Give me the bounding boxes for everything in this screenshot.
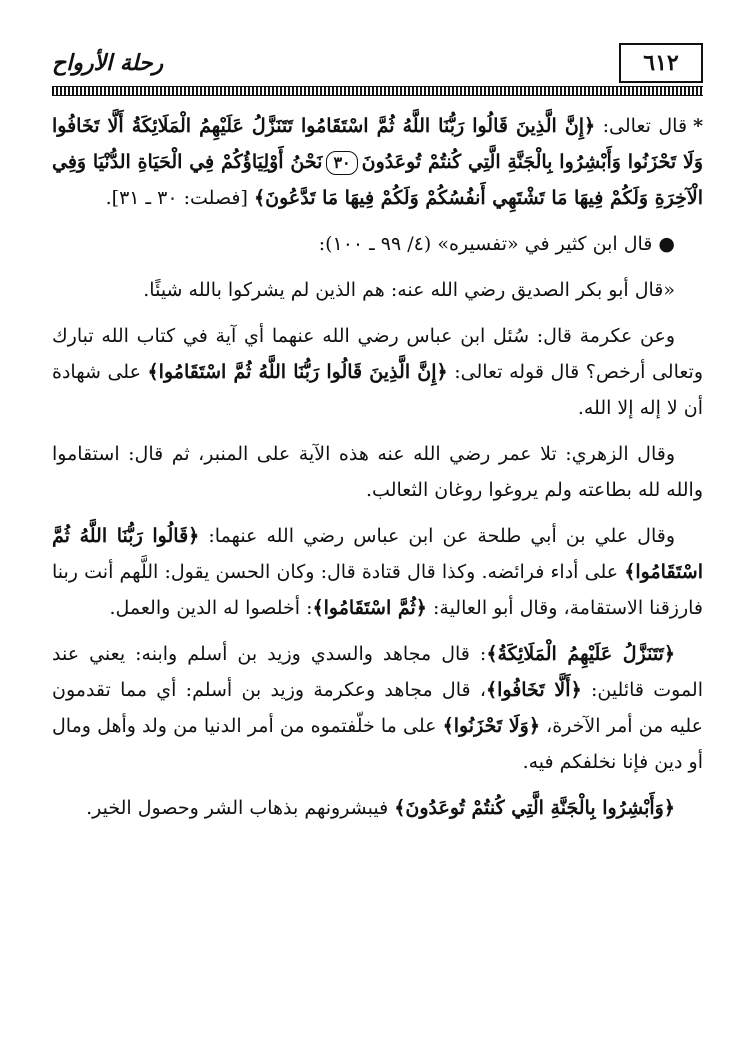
bracket-close: ﴾ xyxy=(624,561,636,583)
paragraph-zuhri xyxy=(52,436,703,508)
header-divider xyxy=(52,86,703,96)
quran-quote: ثُمَّ اسْتَقَامُوا xyxy=(323,597,416,619)
paragraph-angels xyxy=(52,636,703,780)
quran-verse-31: نَحْنُ أَوْلِيَاؤُكُمْ فِي الْحَيَاةِ الدُّنْيَا وَفِي الْآخِرَةِ وَلَكُمْ فِيهَا مَا تَشْتَهِي أَنفُسُكُمْ وَلَكُمْ فِيهَا مَا تَدَّعُونَ xyxy=(52,151,703,209)
paragraph-text: على شهادة أن لا إله إلا الله. xyxy=(52,361,703,419)
paragraph-text: ، قال مجاهد وعكرمة وزيد بن أسلم: أي مما تقدمون عليه من أمر الآخرة، xyxy=(52,679,703,737)
paragraph-ali xyxy=(52,518,703,626)
bracket-open: ﴿ xyxy=(584,115,596,137)
verse-number-marker: ٣٠ xyxy=(326,151,357,175)
quran-verse-30: إِنَّ الَّذِينَ قَالُوا رَبُّنَا اللَّهُ ثُمَّ اسْتَقَامُوا تَتَنَزَّلُ عَلَيْهِمُ الْمَلَائِكَةُ أَلَّا تَخَافُوا وَلَا تَحْزَنُوا وَأَبْشِرُوا بِالْجَنَّةِ الَّتِي كُنتُمْ تُوعَدُونَ xyxy=(52,115,703,173)
book-title: رحلة الأرواح xyxy=(52,50,164,76)
paragraph-text: وعن عكرمة قال: سُئل ابن عباس رضي الله عنهما أي آية في كتاب الله تبارك وتعالى أرخص؟ قال قوله تعالى: xyxy=(52,325,703,383)
paragraph-text: : قال مجاهد والسدي وزيد بن أسلم وابنه: يعني عند الموت قائلين: xyxy=(52,643,704,701)
citation-text: قال ابن كثير في «تفسيره» (٤/ ٩٩ ـ ١٠٠): xyxy=(318,233,653,255)
paragraph-text: وقال الزهري: تلا عمر رضي الله عنه هذه الآية على المنبر، ثم قال: استقاموا والله لله بطاعته ولم يروغوا روغان الثعالب. xyxy=(52,443,703,501)
bracket-open: ﴿ xyxy=(528,715,540,737)
paragraph-text: : أخلصوا له الدين والعمل. xyxy=(109,597,313,619)
paragraph-ibn-kathir xyxy=(52,226,703,262)
bracket-open: ﴿ xyxy=(415,597,427,619)
bracket-open: ﴿ xyxy=(663,643,675,665)
paragraph-verse xyxy=(52,108,703,216)
page-header xyxy=(52,40,703,86)
surah-reference: [فصلت: ٣٠ ـ ٣١]. xyxy=(105,187,248,209)
paragraph-ikrima xyxy=(52,318,703,426)
page-body xyxy=(52,108,703,836)
quran-quote: تَتَنَزَّلُ عَلَيْهِمُ الْمَلَائِكَةُ xyxy=(497,643,664,665)
bracket-close: ﴾ xyxy=(147,361,159,383)
bracket-open: ﴿ xyxy=(570,679,582,701)
bracket-open: ﴿ xyxy=(436,361,448,383)
verse-intro: قال تعالى: xyxy=(595,115,688,137)
paragraph-text: فيبشرونهم بذهاب الشر وحصول الخير. xyxy=(86,797,395,819)
paragraph-abu-bakr xyxy=(52,272,703,308)
paragraph-glad-tidings xyxy=(52,790,703,826)
paragraph-text: على أداء فرائضه. وكذا قال قتادة قال: وكان الحسن يقول: اللَّهم أنت ربنا فارزقنا الاستقامة، وقال أبو العالية: xyxy=(52,561,703,619)
dot-bullet-icon: ● xyxy=(658,233,675,255)
quran-quote: إِنَّ الَّذِينَ قَالُوا رَبُّنَا اللَّهُ ثُمَّ اسْتَقَامُوا xyxy=(158,361,437,383)
star-bullet-icon: * xyxy=(693,115,703,137)
bracket-close: ﴾ xyxy=(312,597,324,619)
bracket-close: ﴾ xyxy=(394,797,406,819)
quran-quote: وَأَبْشِرُوا بِالْجَنَّةِ الَّتِي كُنتُمْ تُوعَدُونَ xyxy=(405,797,664,819)
bracket-open: ﴿ xyxy=(188,525,200,547)
paragraph-text: على ما خلّفتموه من أمر الدنيا من ولد وأهل ومال أو دين فإنا نخلفكم فيه. xyxy=(52,715,703,773)
bracket-close: ﴾ xyxy=(253,187,266,209)
paragraph-text: «قال أبو بكر الصديق رضي الله عنه: هم الذين لم يشركوا بالله شيئًا. xyxy=(143,279,675,301)
quran-quote: قَالُوا رَبُّنَا اللَّهُ ثُمَّ اسْتَقَامُوا xyxy=(52,525,703,583)
quran-quote: أَلَّا تَخَافُوا xyxy=(497,679,571,701)
bracket-close: ﴾ xyxy=(486,643,498,665)
paragraph-text: وقال علي بن أبي طلحة عن ابن عباس رضي الله عنهما: xyxy=(199,525,676,547)
bracket-open: ﴿ xyxy=(663,797,675,819)
quran-quote: وَلَا تَحْزَنُوا xyxy=(453,715,529,737)
bracket-close: ﴾ xyxy=(485,679,498,701)
bracket-close: ﴾ xyxy=(442,715,454,737)
page-number: ٦١٢ xyxy=(619,43,703,83)
